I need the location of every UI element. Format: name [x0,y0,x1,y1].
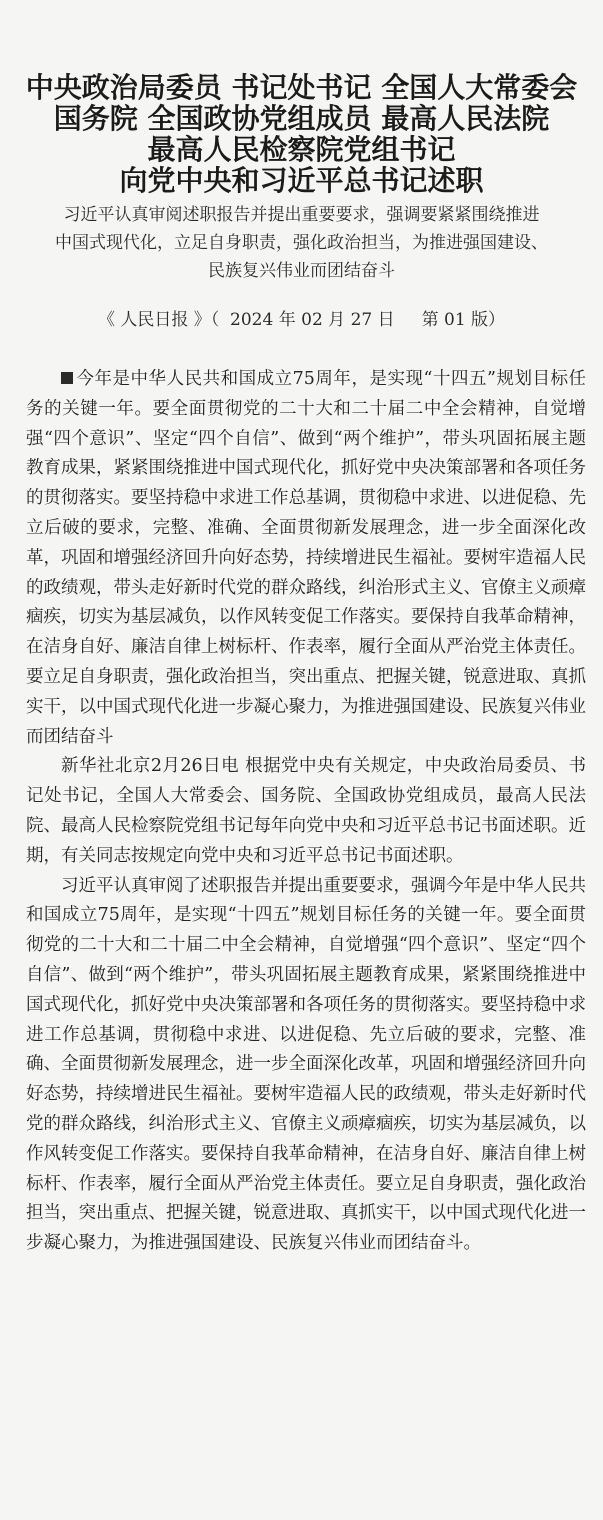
subheadline [14,201,589,285]
paragraph-text: 今年是中华人民共和国成立75周年，是实现“十四五”规划目标任务的关键一年。要全面贯彻党的二十大和二十届二中全会精神，自觉增强“四个意识”、坚定“四个自信”、做到“两个维护”，带头巩固拓展主题教育成果，紧紧围绕推进中国式现代化，抓好党中央决策部署和各项任务的贯彻落实。要坚持稳中求进工作总基调，贯彻稳中求进、以进促稳、先立后破的要求，完整、准确、全面贯彻新发展理念，进一步全面深化改革，巩固和增强经济回升向好态势，持续增进民生福祉。要树牢造福人民的政绩观，带头走好新时代党的群众路线，纠治形式主义、官僚主义顽瘴痼疾，切实为基层减负，以作风转变促工作落实。要保持自我革命精神，在洁身自好、廉洁自律上树标杆、作表率，履行全面从严治党主体责任。要立足自身职责，强化政治担当，突出重点、把握关键，锐意进取、真抓实干，以中国式现代化进一步凝心聚力，为推进强国建设、民族复兴伟业而团结奋斗 [26,369,586,747]
subheadline-line: 民族复兴伟业而团结奋斗 [208,261,395,281]
headline-line: 国务院 全国政协党组成员 最高人民法院 [53,102,550,135]
headline [8,72,595,196]
article-paragraph: 习近平认真审阅了述职报告并提出重要要求，强调今年是中华人民共和国成立75周年，是实现“十四五”规划目标任务的关键一年。要全面贯彻党的二十大和二十届二中全会精神，自觉增强“四个意识”、坚定“四个自信”、做到“两个维护”，带头巩固拓展主题教育成果，紧紧围绕推进中国式现代化，抓好党中央决策部署和各项任务的贯彻落实。要坚持稳中求进工作总基调，贯彻稳中求进、以进促稳、先立后破的要求，完整、准确、全面贯彻新发展理念，进一步全面深化改革，巩固和增强经济回升向好态势，持续增进民生福祉。要树牢造福人民的政绩观，带头走好新时代党的群众路线，纠治形式主义、官僚主义顽瘴痼疾，切实为基层减负，以作风转变促工作落实。要保持自我革命精神，在洁身自好、廉洁自律上树标杆、作表率，履行全面从严治党主体责任。要立足自身职责，强化政治担当，突出重点、把握关键，锐意进取、真抓实干，以中国式现代化进一步凝心聚力，为推进强国建设、民族复兴伟业而团结奋斗。 [26,875,586,1254]
article-body [26,365,586,1259]
lead-square-icon [61,372,73,384]
article-paragraph [26,365,586,752]
headline-line: 最高人民检察院党组书记 [147,133,456,166]
source-line: 《 人民日报 》（ 2024 年 02 月 27 日 第 01 版） [97,310,506,330]
subheadline-line: 中国式现代化，立足自身职责，强化政治担当，为推进强国建设、 [55,233,548,253]
headline-line: 中央政治局委员 书记处书记 全国人大常委会 [25,71,578,104]
article-paragraph: 新华社北京2月26日电 根据党中央有关规定，中央政治局委员、书记处书记，全国人大常委会、国务院、全国政协党组成员，最高人民法院、最高人民检察院党组书记每年向党中央和习近平总书记书面述职。近期，有关同志按规定向党中央和习近平总书记书面述职。 [26,756,586,866]
subheadline-line: 习近平认真审阅述职报告并提出重要要求，强调要紧紧围绕推进 [63,205,540,225]
headline-line: 向党中央和习近平总书记述职 [119,164,484,197]
